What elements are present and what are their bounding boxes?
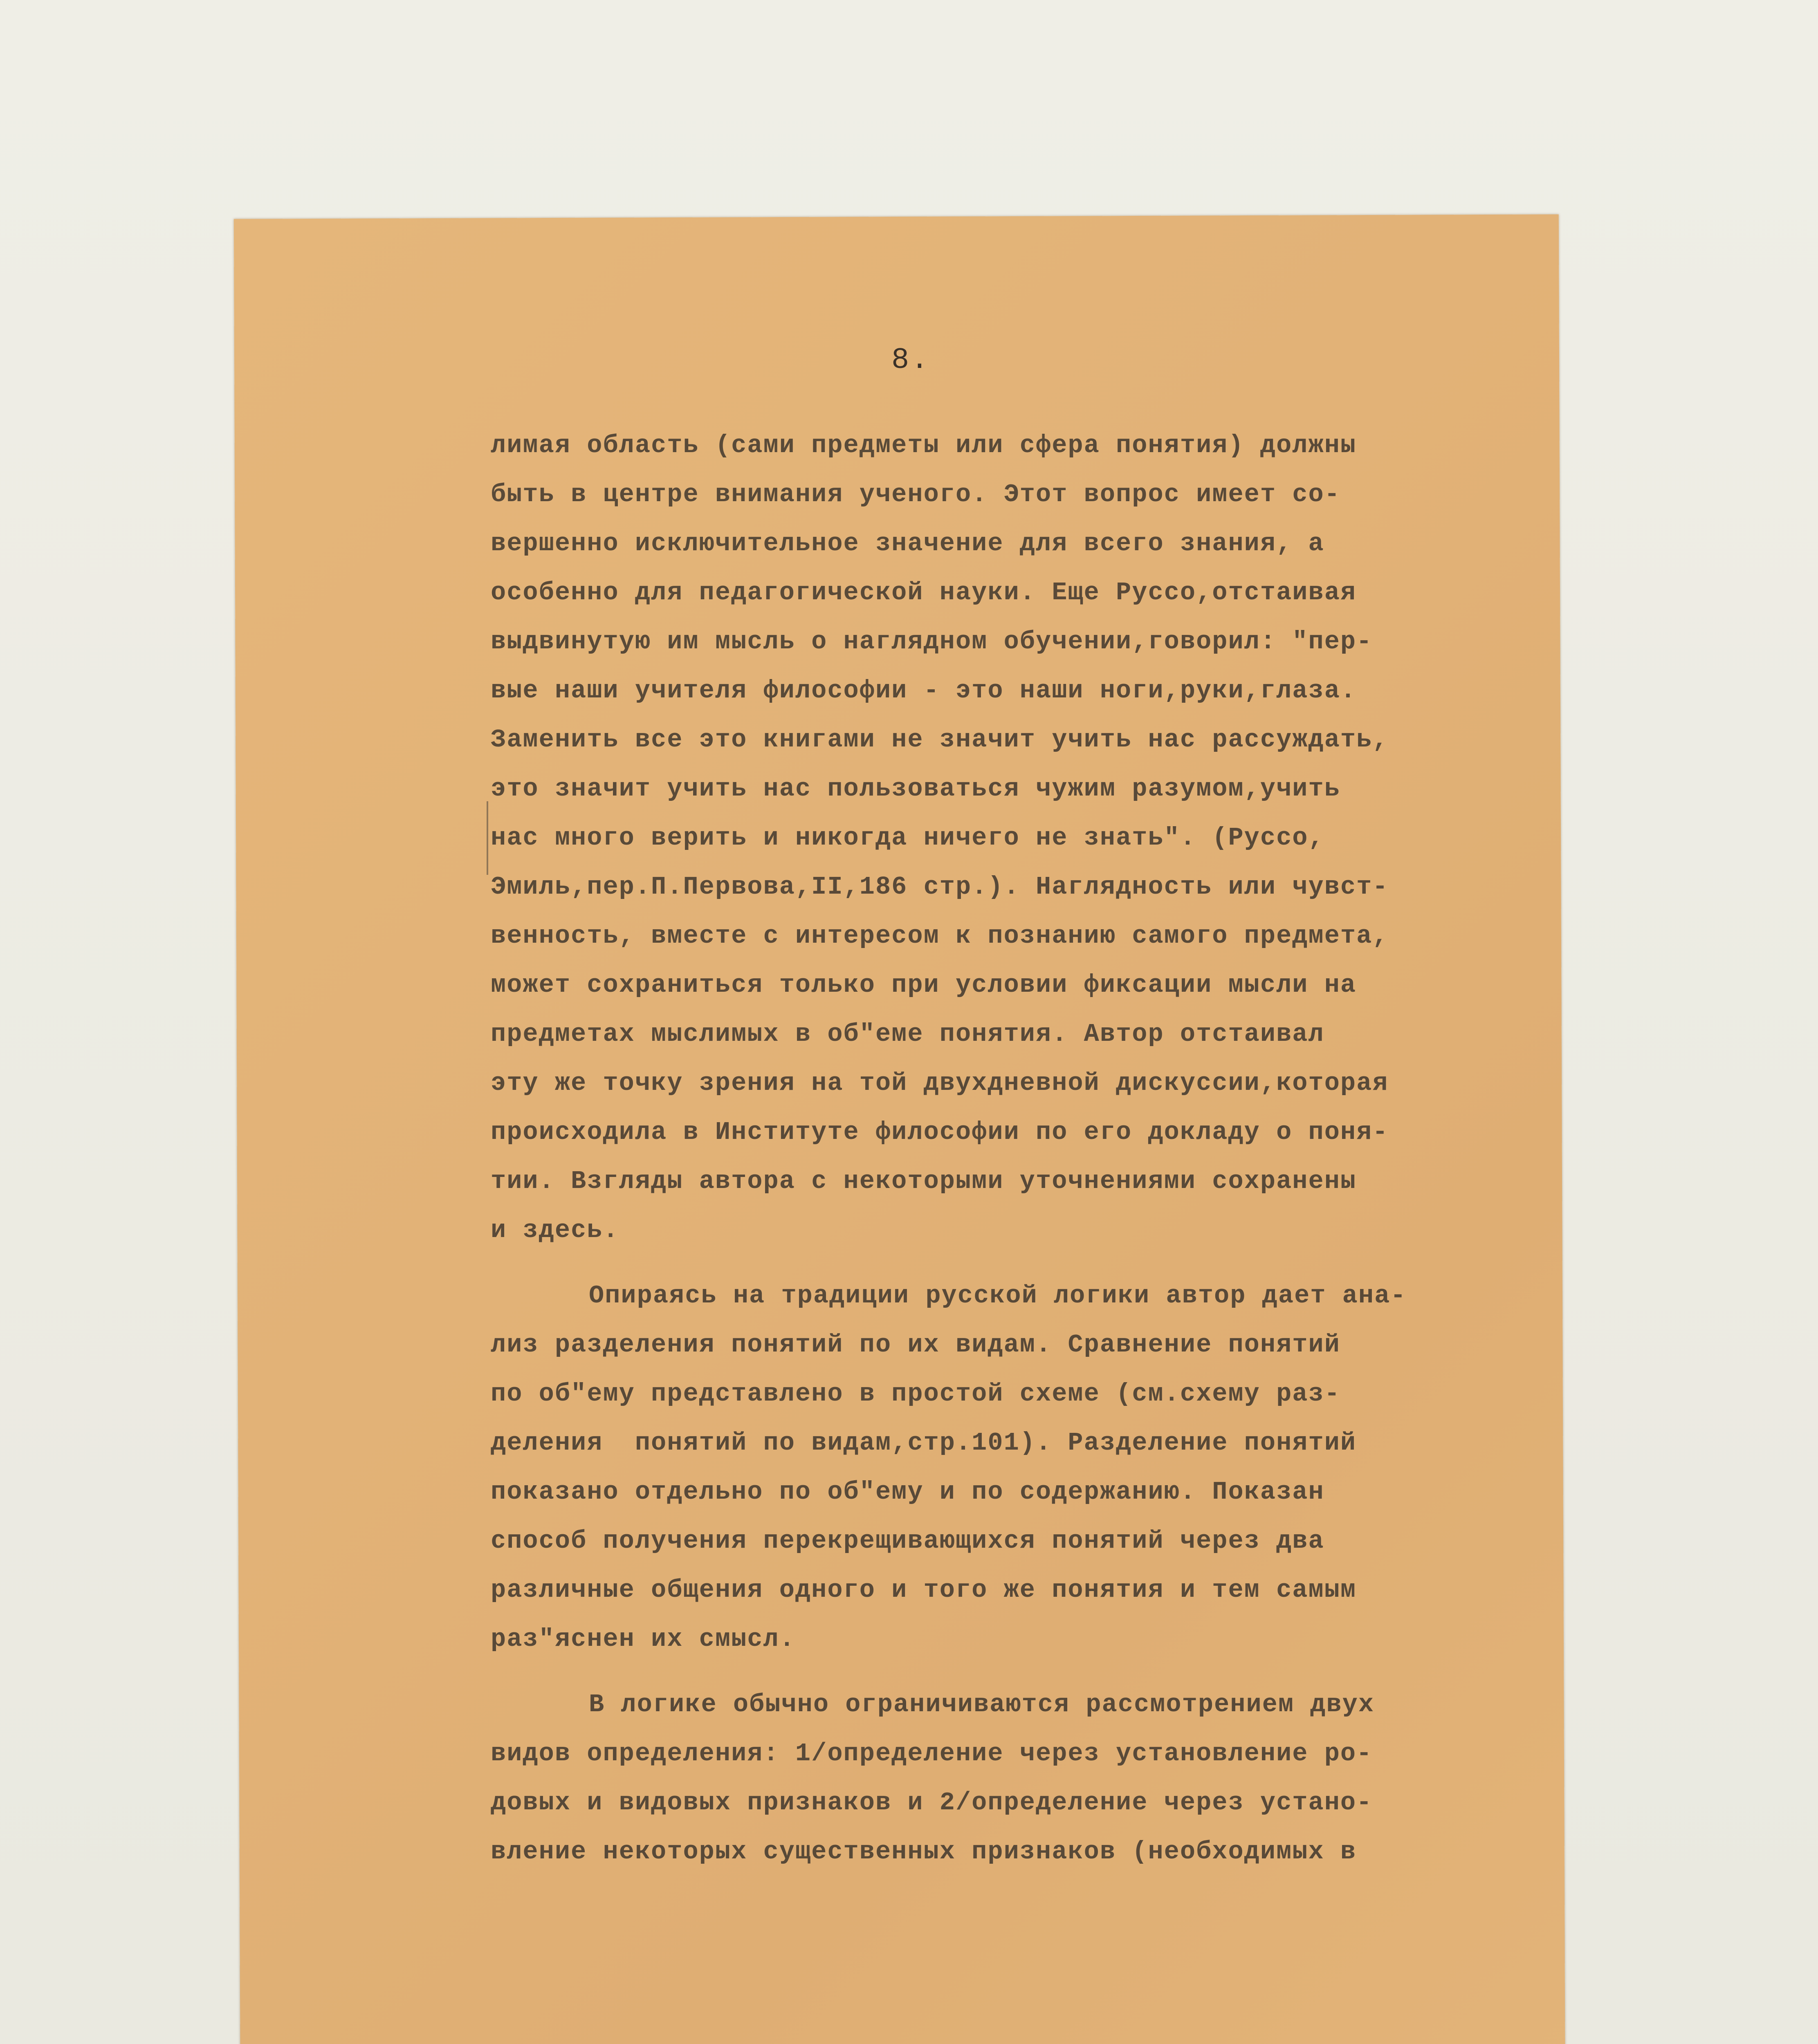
text-line: это значит учить нас пользоваться чужим разумом,учить xyxy=(491,774,1340,803)
text-line: выдвинутую им мысль о наглядном обучении,говорил: "пер- xyxy=(491,627,1373,656)
text-line: Эмиль,пер.П.Первова,II,186 стр.). Наглядность или чувст- xyxy=(491,872,1389,901)
text-line: может сохраниться только при условии фиксации мысли на xyxy=(491,970,1357,1000)
text-line: эту же точку зрения на той двухдневной дискуссии,которая xyxy=(491,1069,1389,1098)
text-line: деления понятий по видам,стр.101). Разделение понятий xyxy=(491,1428,1357,1457)
text-line: показано отдельно по об"ему и по содержанию. Показан xyxy=(491,1477,1324,1506)
text-line: происходила в Институте философии по его докладу о поня- xyxy=(491,1118,1389,1147)
text-line: особенно для педагогической науки. Еще Руссо,отстаивая xyxy=(491,578,1357,607)
paragraph-2 xyxy=(491,1271,1619,1664)
typewritten-text xyxy=(491,421,1619,1876)
text-line: видов определения: 1/определение через установление ро- xyxy=(491,1739,1373,1768)
text-line: различные общения одного и того же понятия и тем самым xyxy=(491,1576,1357,1605)
text-line: вые наши учителя философии - это наши ноги,руки,глаза. xyxy=(491,676,1357,705)
paragraph-1 xyxy=(491,421,1619,1255)
text-line: тии. Взгляды автора с некоторыми уточнениями сохранены xyxy=(491,1167,1357,1196)
text-line: лимая область (сами предметы или сфера понятия) должны xyxy=(491,431,1357,460)
text-line: лиз разделения понятий по их видам. Сравнение понятий xyxy=(491,1330,1340,1359)
text-line: вление некоторых существенных признаков (необходимых в xyxy=(491,1837,1357,1866)
text-line: довых и видовых признаков и 2/определение через устано- xyxy=(491,1788,1373,1817)
text-line: Опираясь на традиции русской логики автор дает ана- xyxy=(589,1281,1407,1310)
text-line: быть в центре внимания ученого. Этот вопрос имеет со- xyxy=(491,480,1340,509)
paragraph-gap xyxy=(491,1255,1619,1271)
text-line: В логике обычно ограничиваются рассмотрением двух xyxy=(589,1690,1375,1719)
text-line: Заменить все это книгами не значит учить нас рассуждать, xyxy=(491,725,1389,754)
text-line: нас много верить и никогда ничего не знать". (Руссо, xyxy=(491,823,1324,852)
text-line: предметах мыслимых в об"еме понятия. Автор отстаивал xyxy=(491,1020,1324,1049)
paragraph-3 xyxy=(491,1680,1619,1876)
text-line: способ получения перекрещивающихся понятий через два xyxy=(491,1526,1324,1555)
text-line: вершенно исключительное значение для всего знания, а xyxy=(491,529,1324,558)
text-line: и здесь. xyxy=(491,1216,619,1245)
page-number: 8. xyxy=(891,343,930,377)
text-line: раз"яснен их смысл. xyxy=(491,1625,795,1654)
text-line: по об"ему представлено в простой схеме (см.схему раз- xyxy=(491,1379,1340,1408)
text-line: венность, вместе с интересом к познанию самого предмета, xyxy=(491,921,1389,950)
margin-pencil-mark xyxy=(487,801,488,875)
paragraph-gap xyxy=(491,1664,1619,1680)
